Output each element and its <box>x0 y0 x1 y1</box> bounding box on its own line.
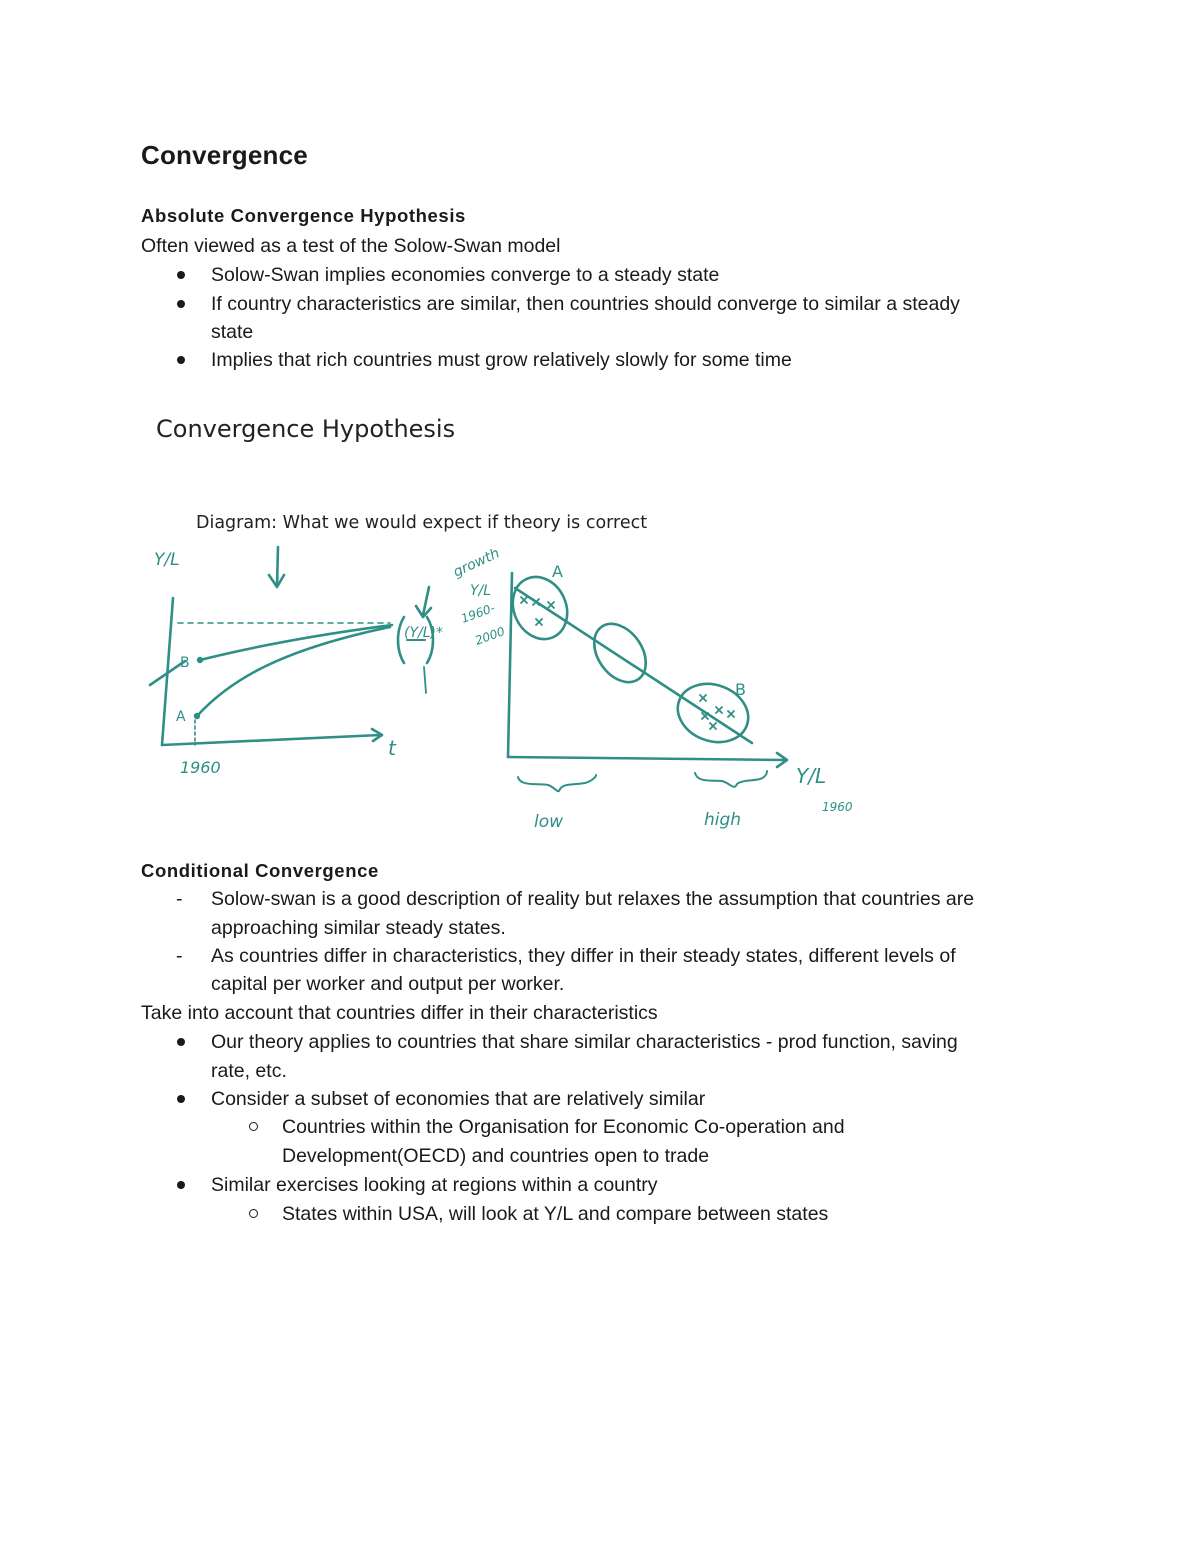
absolute-bullet-2-cont: state <box>211 321 254 343</box>
circle-bullet-icon <box>249 1122 258 1131</box>
conditional-sub-bullet-1-cont: Development(OECD) and countries open to trade <box>282 1145 710 1167</box>
absolute-bullet-3: Implies that rich countries must grow relatively slowly for some time <box>211 349 792 371</box>
cross-mark-icon <box>700 695 706 701</box>
dash-bullet: - <box>176 888 183 910</box>
group-a-ellipse <box>503 568 577 648</box>
right-x-axis-label: Y/L <box>796 764 827 788</box>
high-label: high <box>704 810 742 830</box>
conditional-intro: Take into account that countries differ in their characteristics <box>141 1002 658 1024</box>
cross-mark-icon <box>716 707 722 713</box>
right-x-axis-sub-label: 1960 <box>822 800 853 814</box>
point-b-marker <box>197 657 203 663</box>
absolute-convergence-heading: Absolute Convergence Hypothesis <box>141 205 466 226</box>
cross-mark-icon <box>548 602 554 608</box>
right-y-2000-label: 2000 <box>473 624 507 648</box>
convergence-diagram <box>140 405 870 845</box>
page-title: Convergence <box>141 140 308 170</box>
point-a-label: A <box>176 709 186 725</box>
conditional-bullet-3: Similar exercises looking at regions within a country <box>211 1174 658 1196</box>
left-y-axis-label: Y/L <box>154 550 180 570</box>
conditional-bullet-1: Our theory applies to countries that share similar characteristics - prod function, saving <box>211 1031 958 1053</box>
low-label: low <box>534 812 564 832</box>
arrow-down-icon <box>269 547 284 587</box>
convergence-line <box>515 588 752 743</box>
bullet-dot-icon <box>177 300 185 308</box>
conditional-bullet-1-cont: rate, etc. <box>211 1060 287 1082</box>
conditional-dash-2-cont: capital per worker and output per worker. <box>211 973 565 995</box>
cross-mark-icon <box>710 723 716 729</box>
conditional-convergence-heading: Conditional Convergence <box>141 860 379 881</box>
conditional-bullet-2: Consider a subset of economies that are relatively similar <box>211 1088 706 1110</box>
diagram-sketch <box>140 405 870 845</box>
conditional-sub-bullet-1: Countries within the Organisation for Economic Co-operation and <box>282 1116 845 1138</box>
right-y-yl-label: Y/L <box>470 583 492 599</box>
conditional-dash-1-cont: approaching similar steady states. <box>211 917 506 939</box>
path-from-b <box>200 625 392 660</box>
bullet-dot-icon <box>177 271 185 279</box>
group-a-label: A <box>552 562 563 581</box>
arrow-down-icon <box>416 587 431 617</box>
dash-bullet: - <box>176 945 183 967</box>
cross-mark-icon <box>536 619 542 625</box>
conditional-dash-1: Solow-swan is a good description of reality but relaxes the assumption that countries are <box>211 888 975 910</box>
brace-low <box>518 775 596 791</box>
point-b-label: B <box>180 655 190 671</box>
right-x-axis <box>508 757 785 760</box>
brace-high <box>695 771 767 787</box>
conditional-dash-2: As countries differ in characteristics, they differ in their steady states, different levels of <box>211 945 956 967</box>
bullet-dot-icon <box>177 1181 185 1189</box>
right-y-1960-label: 1960- <box>459 600 497 626</box>
cross-mark-icon <box>728 711 734 717</box>
figure-caption: Diagram: What we would expect if theory is correct <box>196 513 648 533</box>
point-a-marker <box>194 713 200 719</box>
conditional-sub-bullet-2: States within USA, will look at Y/L and compare between states <box>282 1203 829 1225</box>
marker-line <box>424 667 426 693</box>
absolute-intro: Often viewed as a test of the Solow-Swan model <box>141 235 561 257</box>
group-b-label: B <box>735 680 746 699</box>
bullet-dot-icon <box>177 1038 185 1046</box>
x-tick-1960-label: 1960 <box>180 758 221 777</box>
figure-title: Convergence Hypothesis <box>156 415 456 443</box>
bullet-dot-icon <box>177 356 185 364</box>
bullet-dot-icon <box>177 1095 185 1103</box>
circle-bullet-icon <box>249 1209 258 1218</box>
steady-state-label: (Y/L)* <box>404 625 443 641</box>
right-y-growth-label: growth <box>450 545 503 581</box>
absolute-bullet-2: If country characteristics are similar, then countries should converge to similar a steady <box>211 293 960 315</box>
absolute-bullet-1: Solow-Swan implies economies converge to a steady state <box>211 264 720 286</box>
cross-mark-icon <box>521 597 527 603</box>
middle-group-ellipse <box>584 614 657 692</box>
left-x-axis-label: t <box>388 736 396 760</box>
cross-mark-icon <box>702 713 708 719</box>
right-y-axis <box>508 573 512 757</box>
